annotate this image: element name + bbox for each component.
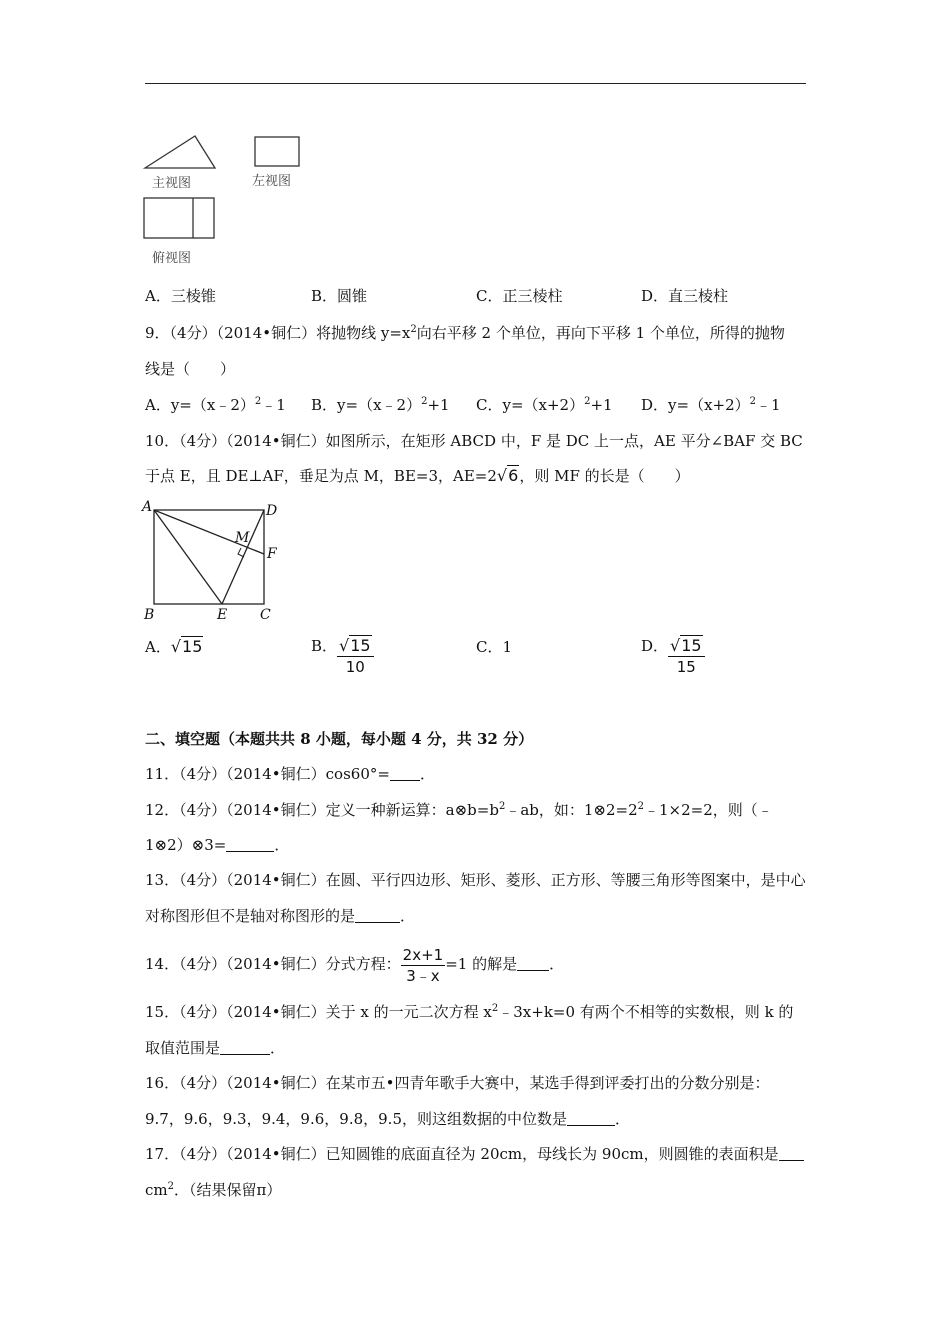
q15-blank: [220, 1040, 270, 1055]
top-view-rect: [144, 198, 214, 238]
q12-line2: 1⊗2）⊗3= ．: [145, 836, 290, 854]
top-view-label: 俯视图: [152, 251, 192, 266]
q13-line1: 13．（4分）（2014•铜仁）在圆、平行四边形、矩形、菱形、正方形、等腰三角形等图案中，是中心: [145, 871, 806, 889]
q14-fraction: $\frac{2x+1}{3﹣x}$: [402, 945, 444, 985]
q8-option-c: C．正三棱柱: [476, 287, 563, 305]
q10-line1: 10．（4分）（2014•铜仁）如图所示，在矩形 ABCD 中，F 是 DC 上一点，AE 平分∠BAF 交 BC: [145, 432, 803, 450]
label-e: E: [217, 607, 228, 623]
q9-line1: 9．（4分）（2014•铜仁）将抛物线 $y=x^2$向右平移 2 个单位，再向下平移 1 个单位，所得的抛物: [145, 324, 785, 342]
q9-option-d: D．$y=(x+2)^2﹣1$: [641, 396, 781, 414]
q9-option-a: A．y=（x﹣2）$^2$﹣1: [145, 396, 286, 414]
label-d: D: [266, 503, 278, 519]
rect-abcd: [154, 510, 264, 604]
left-view-label: 左视图: [252, 174, 292, 189]
q10-option-b: B． $\frac{√15}{10}$: [311, 636, 374, 677]
sqrt-6: √6: [496, 466, 519, 485]
q14-line: 14．（4分）（2014•铜仁）分式方程： $\frac{2x+1}{3﹣x}$ =1 的解是 ．: [145, 945, 565, 985]
q17-blank: [779, 1146, 804, 1161]
label-m: M: [235, 530, 250, 546]
q14-blank: [517, 956, 549, 971]
q15-line2: 取值范围是 ．: [145, 1039, 286, 1057]
section2-heading: 二、填空题（本题共共 8 小题，每小题 4 分，共 32 分）: [145, 730, 534, 748]
q16-blank: [567, 1111, 615, 1126]
q16-line2: 9.7，9.6，9.3，9.4，9.6，9.8，9.5，则这组数据的中位数是 ．: [145, 1110, 631, 1128]
q12-line1: 12．（4分）（2014•铜仁）定义一种新运算：$a\otimes b=b^2﹣ab$，如：$1\otimes 2=2^2﹣1\times 2=2$，则（﹣: [145, 801, 773, 819]
q9-option-b: B．y=（x﹣2）$^2$+1: [311, 396, 450, 414]
q9-line2: 线是（ ）: [145, 360, 236, 378]
q10-option-a: A．√15: [145, 637, 203, 656]
q17-line2: $cm^2$．（结果保留π）: [145, 1181, 282, 1199]
q13-line2: 对称图形但不是轴对称图形的是 ．: [145, 907, 416, 925]
label-a: A: [142, 499, 153, 515]
q10-option-c: C．1: [476, 638, 513, 656]
q8-option-b: B．圆锥: [311, 287, 368, 305]
q11-line: 11．（4分）（2014•铜仁）cos60°= ．: [145, 765, 435, 783]
q8-option-a: A．三棱锥: [145, 287, 216, 305]
q11-blank: [390, 766, 420, 781]
header-rule: [145, 83, 806, 84]
q9-option-c: C．$y=(x+2)^2+1$: [476, 396, 613, 414]
q10-rectangle-figure: [140, 498, 290, 628]
q8-option-d: D．直三棱柱: [641, 287, 729, 305]
label-c: C: [260, 607, 271, 623]
left-view-rect: [255, 137, 299, 166]
q10-option-d: D． $\frac{√15}{15}$: [641, 636, 705, 677]
q12-blank: [226, 837, 274, 852]
label-b: B: [144, 607, 155, 623]
front-view-label: 主视图: [152, 176, 192, 191]
q15-line1: 15．（4分）（2014•铜仁）关于 x 的一元二次方程 $x^2﹣3x+k=0$ 有两个不相等的实数根，则 k 的: [145, 1003, 794, 1021]
front-view-triangle: [145, 136, 215, 168]
q17-line1: 17．（4分）（2014•铜仁）已知圆锥的底面直径为 20cm，母线长为 90cm，则圆锥的表面积是: [145, 1144, 804, 1164]
q13-blank: [355, 908, 400, 923]
label-f: F: [267, 546, 277, 562]
q16-line1: 16．（4分）（2014•铜仁）在某市五•四青年歌手大赛中，某选手得到评委打出的分数分别是：: [145, 1074, 770, 1092]
q10-line2: 于点 E，且 DE⊥AF，垂足为点 M，BE=3，AE=2√6，则 MF 的长是（ ）: [145, 466, 690, 485]
